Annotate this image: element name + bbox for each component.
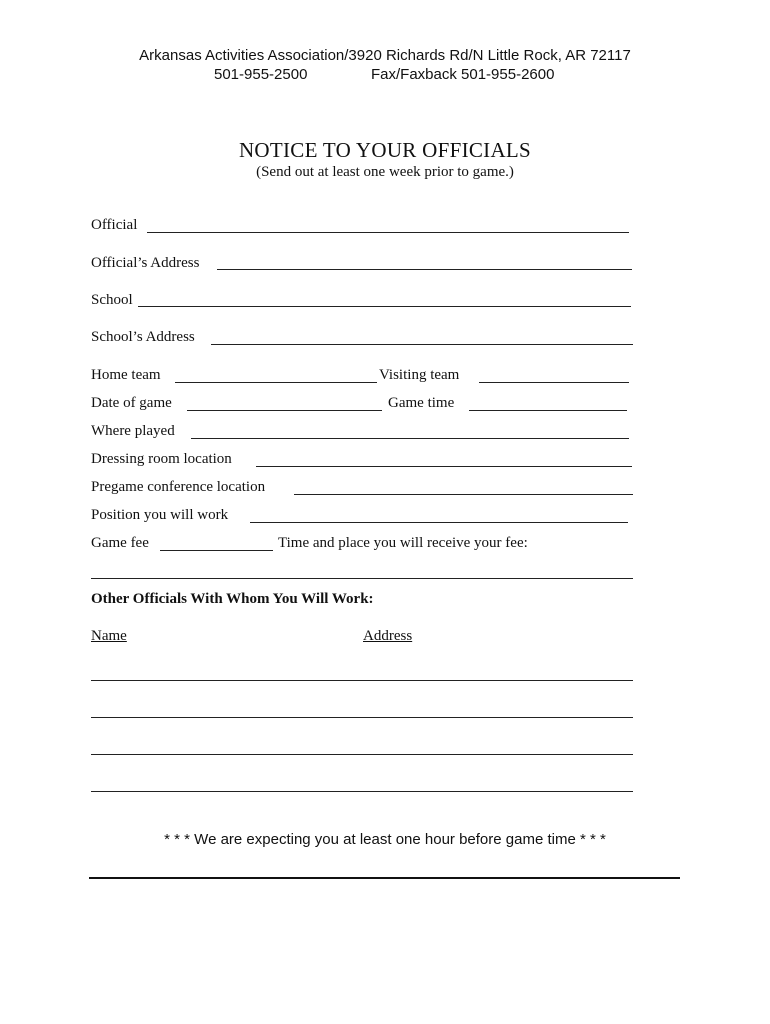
position-label: Position you will work xyxy=(91,507,229,523)
position-field[interactable] xyxy=(250,522,628,523)
date-of-game-label: Date of game xyxy=(91,395,172,411)
schools-address-label: School’s Address xyxy=(91,329,195,345)
association-address: Arkansas Activities Association/3920 Richards Rd/N Little Rock, AR 72117 xyxy=(139,47,631,64)
other-official-line-2[interactable] xyxy=(91,717,633,718)
other-official-line-3[interactable] xyxy=(91,754,633,755)
other-official-line-1[interactable] xyxy=(91,680,633,681)
page-title: NOTICE TO YOUR OFFICIALS xyxy=(238,138,532,162)
official-label: Official xyxy=(91,217,138,233)
schools-address-field[interactable] xyxy=(211,344,633,345)
fee-time-place-field[interactable] xyxy=(91,578,633,579)
school-label: School xyxy=(91,292,133,308)
officials-address-field[interactable] xyxy=(217,269,632,270)
game-time-label: Game time xyxy=(388,395,455,411)
where-played-field[interactable] xyxy=(191,438,629,439)
home-team-label: Home team xyxy=(91,367,161,383)
dressing-room-field[interactable] xyxy=(256,466,632,467)
arrival-note: * * * We are expecting you at least one hour before game time * * * xyxy=(164,831,606,848)
pregame-conference-field[interactable] xyxy=(294,494,633,495)
visiting-team-field[interactable] xyxy=(479,382,629,383)
date-of-game-field[interactable] xyxy=(187,410,382,411)
fax-number: Fax/Faxback 501-955-2600 xyxy=(371,66,555,83)
bottom-divider xyxy=(89,877,680,879)
address-column-header: Address xyxy=(363,628,413,644)
home-team-field[interactable] xyxy=(175,382,377,383)
officials-address-label: Official’s Address xyxy=(91,255,200,271)
pregame-conference-label: Pregame conference location xyxy=(91,479,266,495)
other-official-line-4[interactable] xyxy=(91,791,633,792)
dressing-room-label: Dressing room location xyxy=(91,451,232,467)
game-fee-field[interactable] xyxy=(160,550,273,551)
name-column-header: Name xyxy=(91,628,127,644)
page-subtitle: (Send out at least one week prior to game.) xyxy=(256,164,514,180)
school-field[interactable] xyxy=(138,306,631,307)
visiting-team-label: Visiting team xyxy=(379,367,460,383)
phone-number: 501-955-2500 xyxy=(214,66,308,83)
fee-time-place-label: Time and place you will receive your fee: xyxy=(278,535,528,551)
game-fee-label: Game fee xyxy=(91,535,149,551)
game-time-field[interactable] xyxy=(469,410,627,411)
official-field[interactable] xyxy=(147,232,629,233)
where-played-label: Where played xyxy=(91,423,175,439)
other-officials-heading: Other Officials With Whom You Will Work: xyxy=(91,591,374,607)
